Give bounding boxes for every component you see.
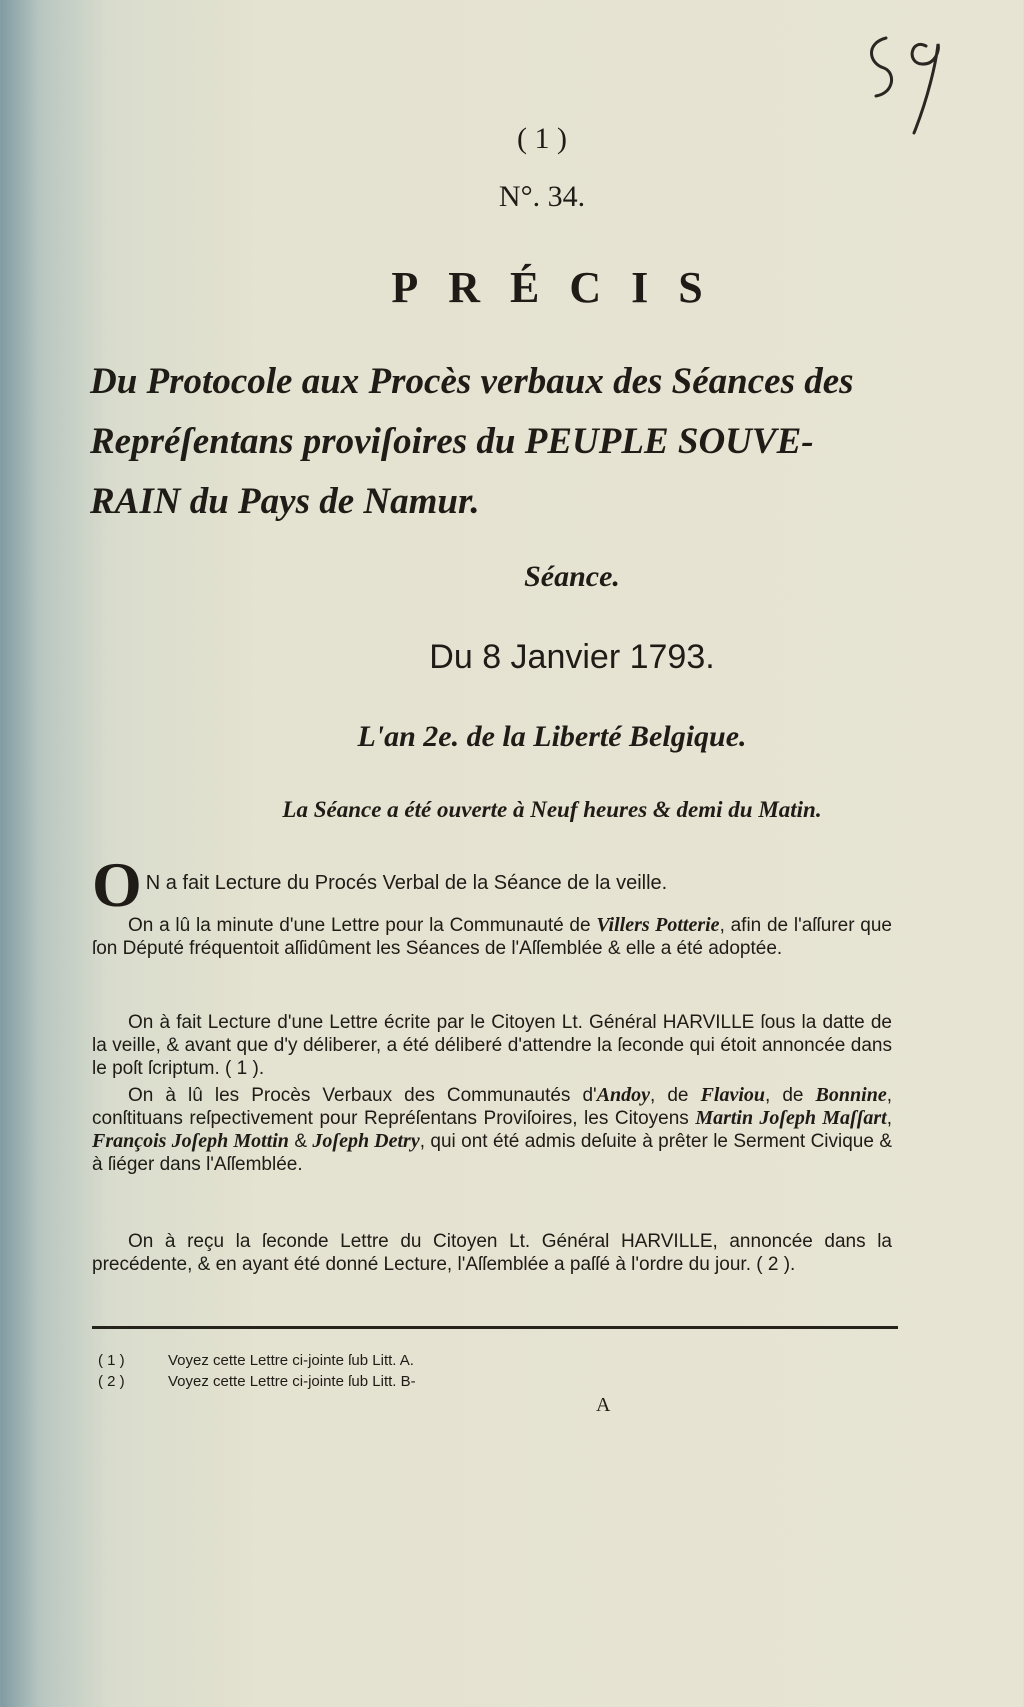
footnote-2-mark: ( 2 ) — [98, 1373, 125, 1390]
footnote-2-text: Voyez cette Lettre ci-jointe ſub Litt. B- — [168, 1373, 416, 1390]
place-villers-potterie: Villers Potterie — [596, 914, 720, 936]
paragraph-5: On à reçu la ſeconde Lettre du Citoyen Lt. Général HARVILLE, annoncée dans la precédente, & en ayant été donné Lecture, l'Aſſemblée a paſſé à l'ordre du jour. ( 2 ). — [92, 1231, 892, 1275]
p4-text-e: , de — [765, 1085, 816, 1106]
paragraph-1-text: N a fait Lecture du Procés Verbal de la Séance de la veille. — [145, 872, 668, 894]
document-number: N°. 34. — [498, 180, 586, 213]
name-massart: Martin Joſeph Maſſart — [695, 1107, 887, 1129]
paragraph-2 — [92, 914, 892, 960]
place-bonnine: Bonnine — [815, 1084, 887, 1106]
session-date: Du 8 Janvier 1793. — [429, 638, 715, 676]
handwritten-folio-svg — [856, 18, 976, 138]
footnote-1 — [98, 1350, 698, 1371]
opening-line: La Séance a été ouverte à Neuf heures & demi du Matin. — [282, 797, 822, 822]
name-mottin: François Joſeph Mottin — [92, 1130, 289, 1152]
p4-text-k: & — [288, 1131, 313, 1152]
drop-cap: O — [92, 849, 142, 920]
footnotes — [98, 1350, 698, 1392]
footnote-2 — [98, 1371, 698, 1392]
footnote-1-text: Voyez cette Lettre ci-jointe ſub Litt. A. — [168, 1352, 414, 1369]
p4-text-a: On à lû les Procès Verbaux des Communautés d' — [128, 1085, 597, 1106]
paragraph-1 — [92, 849, 892, 920]
p2-text-c: , afin de l'aſſurer que ſon Député fréquentoit aſſidûment les Séances de l'Aſſemblée & elle a été adoptée. — [92, 915, 892, 959]
p4-text-m: , qui ont été admis deſuite à prêter le Serment Civique & à ſiéger dans l'Aſſemblée. — [92, 1131, 893, 1175]
p4-text-c: , de — [650, 1085, 701, 1106]
handwritten-folio-number — [856, 18, 976, 138]
paragraph-3: On à fait Lecture d'une Lettre écrite par le Citoyen Lt. Général HARVILLE ſous la datte de la veille, & avant que d'y déliberer, a été déliberé d'attendre la ſeconde qui étoit annoncée dans le poſt ſcriptum. ( 1 ). — [92, 1012, 892, 1079]
place-andoy: Andoy — [596, 1084, 651, 1106]
subtitle-line-3: RAIN du Pays de Namur. — [90, 481, 480, 522]
paragraph-4 — [92, 1084, 892, 1176]
era-line: L'an 2e. de la Liberté Belgique. — [357, 720, 747, 753]
document-title: PRÉCIS — [391, 263, 733, 312]
footnote-divider — [92, 1326, 898, 1329]
session-label: Séance. — [524, 560, 620, 593]
document-subtitle — [90, 352, 930, 532]
subtitle-line-2: Repréſentans proviſoires du PEUPLE SOUVE- — [90, 421, 814, 462]
page-number: ( 1 ) — [517, 122, 567, 155]
footnote-1-mark: ( 1 ) — [98, 1352, 125, 1369]
name-detry: Joſeph Detry — [312, 1130, 420, 1152]
place-flaviou: Flaviou — [700, 1084, 766, 1106]
p2-text-a: On a lû la minute d'une Lettre pour la Communauté de — [128, 915, 597, 936]
subtitle-line-1: Du Protocole aux Procès verbaux des Séances des — [90, 361, 854, 402]
signature-mark: A — [596, 1394, 611, 1416]
p4-text-i: , — [886, 1108, 892, 1129]
p4-text-g: , conſtituans reſpectivement pour Repréſentans Proviſoires, les Citoyens — [92, 1085, 892, 1129]
